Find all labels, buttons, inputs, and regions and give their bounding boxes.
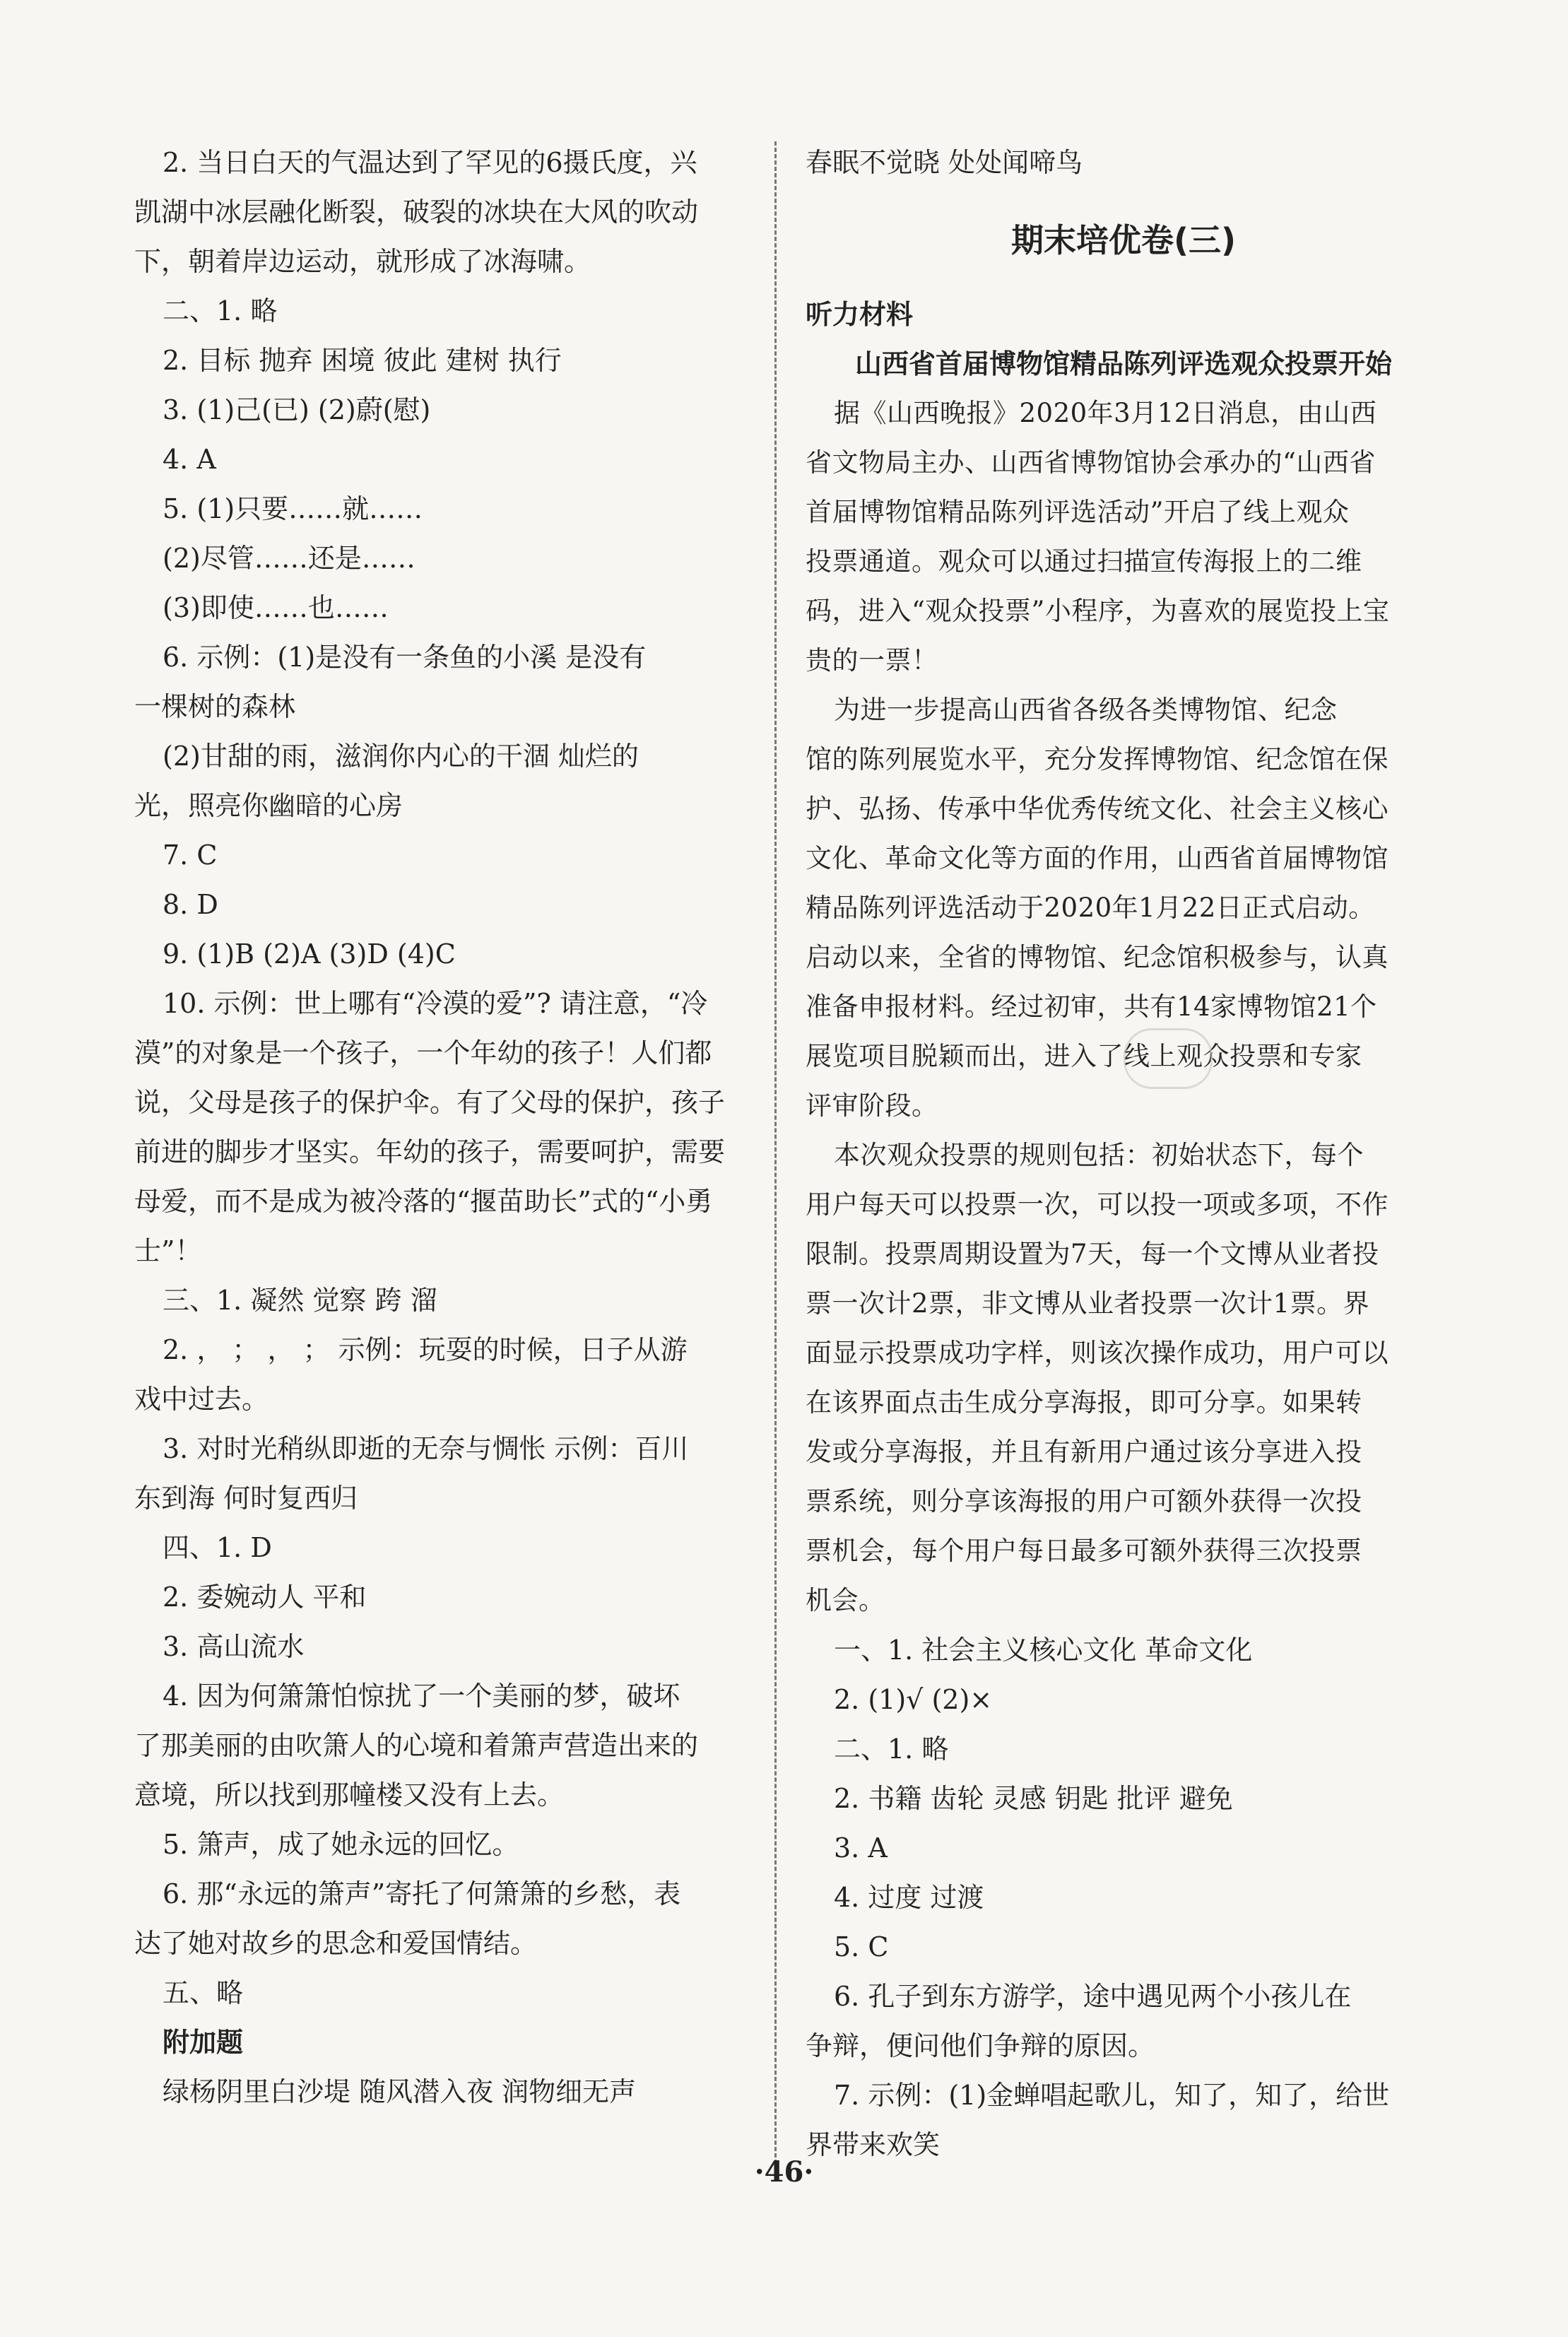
text-line: 首届博物馆精品陈列评选活动”开启了线上观众	[806, 497, 1350, 527]
text-line: 用户每天可以投票一次，可以投一项或多项，不作	[806, 1189, 1389, 1220]
exam-title: 期末培优卷(三)	[1010, 221, 1237, 259]
text-line: 票系统，则分享该海报的用户可额外获得一次投	[806, 1486, 1362, 1517]
text-line: 二、1. 略	[834, 1733, 949, 1765]
text-line: 士”！	[134, 1235, 202, 1266]
text-line: 下，朝着岸边运动，就形成了冰海啸。	[134, 246, 591, 277]
text-line: 3. 高山流水	[163, 1631, 305, 1662]
text-line: 5. C	[834, 1931, 889, 1962]
text-line: 票一次计2票，非文博从业者投票一次计1票。界	[806, 1288, 1370, 1319]
text-line: 3. (1)己(已) (2)蔚(慰)	[163, 394, 431, 425]
text-line: 发或分享海报，并且有新用户通过该分享进入投	[806, 1437, 1362, 1467]
text-line: 东到海 何时复西归	[134, 1483, 358, 1514]
text-line: 五、略	[163, 1977, 244, 2008]
text-line: 本次观众投票的规则包括：初始状态下，每个	[834, 1140, 1364, 1170]
page-number: ·46·	[754, 2155, 814, 2189]
text-line: 4. 因为何箫箫怕惊扰了一个美丽的梦，破坏	[163, 1680, 680, 1712]
text-line: 启动以来，全省的博物馆、纪念馆积极参与，认真	[806, 942, 1389, 972]
text-line: 投票通道。观众可以通过扫描宣传海报上的二维	[806, 546, 1362, 577]
text-line: 说，父母是孩子的保护伞。有了父母的保护，孩子	[134, 1087, 726, 1118]
text-line: 码，进入“观众投票”小程序，为喜欢的展览投上宝	[806, 596, 1390, 626]
text-line: 贵的一票！	[806, 645, 938, 676]
text-line: 7. 示例：(1)金蝉唱起歌儿，知了，知了，给世	[834, 2080, 1390, 2111]
text-line: 凯湖中冰层融化断裂，破裂的冰块在大风的吹动	[134, 196, 699, 228]
text-line: 母爱，而不是成为被冷落的“揠苗助长”式的“小勇	[134, 1186, 713, 1217]
article-title: 山西省首届博物馆精品陈列评选观众投票开始	[854, 348, 1392, 379]
text-line: 护、弘扬、传承中华优秀传统文化、社会主义核心	[806, 794, 1389, 824]
text-line: 5. (1)只要……就……	[163, 493, 423, 524]
text-line: 了那美丽的由吹箫人的心境和着箫声营造出来的	[134, 1730, 699, 1761]
column-divider	[774, 141, 777, 2177]
text-line: 意境，所以找到那幢楼又没有上去。	[134, 1779, 565, 1811]
section-heading-listening: 听力材料	[806, 299, 914, 330]
text-line: 春眠不觉晓 处处闻啼鸟	[806, 147, 1083, 178]
text-line: 6. 孔子到东方游学，途中遇见两个小孩儿在	[834, 1981, 1352, 2012]
text-line: 6. 示例：(1)是没有一条鱼的小溪 是没有	[163, 642, 647, 673]
text-line: 达了她对故乡的思念和爱国情结。	[134, 1928, 538, 1959]
text-line: 漠”的对象是一个孩子，一个年幼的孩子！人们都	[134, 1037, 712, 1069]
text-line: 面显示投票成功字样，则该次操作成功，用户可以	[806, 1338, 1389, 1368]
text-line: 光，照亮你幽暗的心房	[134, 790, 403, 821]
text-line: 8. D	[163, 889, 218, 920]
text-line: 据《山西晚报》2020年3月12日消息，由山西	[834, 398, 1377, 428]
text-line: 一棵树的森林	[134, 691, 296, 722]
text-line: 10. 示例：世上哪有“冷漠的爱”? 请注意，“冷	[163, 988, 708, 1019]
text-line: 2. 目标 抛弃 困境 彼此 建树 执行	[163, 345, 562, 376]
section-heading-bonus: 附加题	[163, 2027, 244, 2058]
text-line: 四、1. D	[163, 1532, 272, 1563]
text-line: 准备申报材料。经过初审，共有14家博物馆21个	[806, 991, 1377, 1022]
text-line: 精品陈列评选活动于2020年1月22日正式启动。	[806, 893, 1375, 923]
text-line: 5. 箫声，成了她永远的回忆。	[163, 1829, 519, 1860]
text-line: (3)即使……也……	[163, 592, 389, 623]
text-line: 2. 当日白天的气温达到了罕见的6摄氏度，兴	[163, 147, 697, 178]
text-line: 9. (1)B (2)A (3)D (4)C	[163, 938, 456, 970]
text-line: 机会。	[806, 1585, 885, 1615]
text-line: 限制。投票周期设置为7天，每一个文博从业者投	[806, 1239, 1379, 1269]
text-line: 馆的陈列展览水平，充分发挥博物馆、纪念馆在保	[806, 744, 1389, 775]
text-line: 文化、革命文化等方面的作用，山西省首届博物馆	[806, 843, 1389, 873]
text-line: 为进一步提高山西省各级各类博物馆、纪念	[834, 695, 1338, 725]
text-line: 票机会，每个用户每日最多可额外获得三次投票	[806, 1536, 1362, 1566]
text-line: (2)甘甜的雨，滋润你内心的干涸 灿烂的	[163, 741, 639, 772]
text-line: 戏中过去。	[134, 1384, 269, 1415]
text-line: 2. 委婉动人 平和	[163, 1582, 367, 1613]
text-line: 4. A	[163, 444, 216, 475]
text-line: 省文物局主办、山西省博物馆协会承办的“山西省	[806, 447, 1376, 478]
text-line: 3. 对时光稍纵即逝的无奈与惆怅 示例：百川	[163, 1433, 689, 1464]
watermark-stamp-icon	[1124, 1028, 1213, 1089]
text-line: 2. 书籍 齿轮 灵感 钥匙 批评 避免	[834, 1783, 1233, 1814]
text-line: 三、1. 凝然 觉察 跨 溜	[163, 1285, 437, 1316]
text-line: 7. C	[163, 840, 218, 871]
text-line: 在该界面点击生成分享海报，即可分享。如果转	[806, 1387, 1362, 1418]
text-line: 一、1. 社会主义核心文化 革命文化	[834, 1635, 1253, 1666]
text-line: 争辩，便问他们争辩的原因。	[806, 2030, 1155, 2061]
text-line: 4. 过度 过渡	[834, 1882, 984, 1913]
text-line: 评审阶段。	[806, 1090, 938, 1121]
text-line: 6. 那“永远的箫声”寄托了何箫箫的乡愁，表	[163, 1878, 681, 1909]
text-line: 展览项目脱颖而出，进入了线上观众投票和专家	[806, 1041, 1362, 1071]
text-line: 3. A	[834, 1832, 888, 1864]
text-line: 前进的脚步才坚实。年幼的孩子，需要呵护，需要	[134, 1136, 726, 1167]
text-line: 2. (1)√ (2)×	[834, 1684, 993, 1715]
text-line: 界带来欢笑	[806, 2129, 941, 2160]
text-line: (2)尽管……还是……	[163, 543, 415, 574]
text-line: 绿杨阴里白沙堤 随风潜入夜 润物细无声	[163, 2076, 637, 2107]
text-line: 二、1. 略	[163, 295, 278, 326]
text-line: 2. ， ； ， ； 示例：玩耍的时候，日子从游	[163, 1334, 688, 1365]
